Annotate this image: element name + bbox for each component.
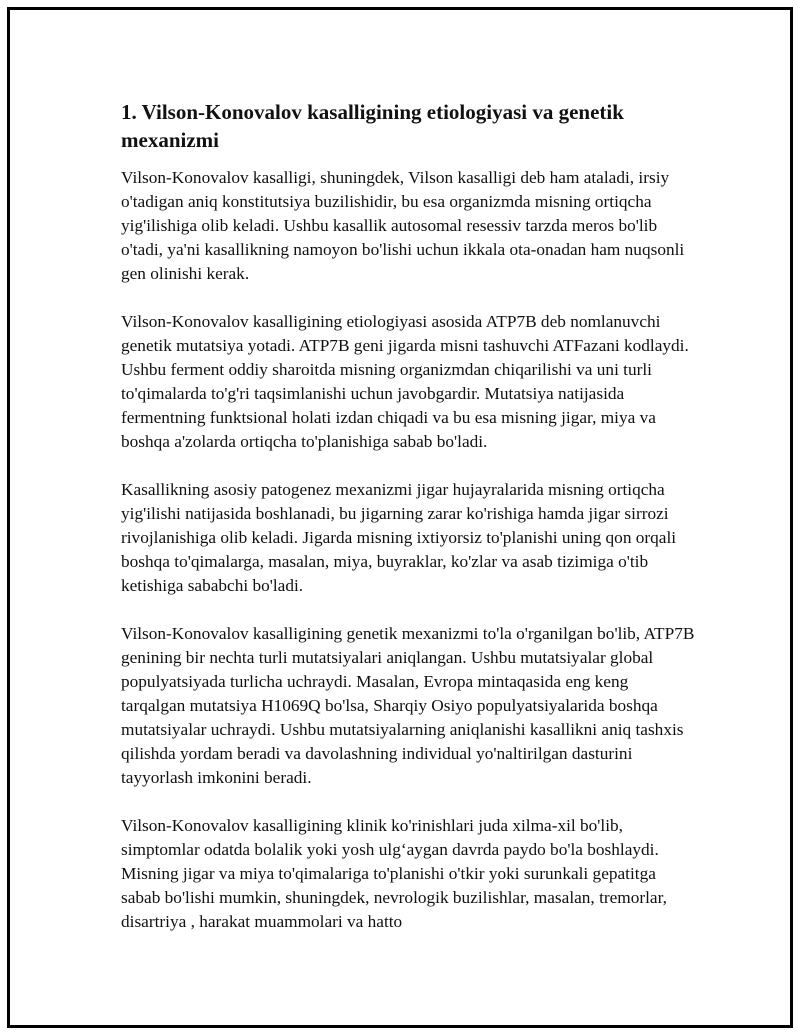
paragraph-pathogenesis: Kasallikning asosiy patogenez mexanizmi jigar hujayralarida misning ortiqcha yig'ilishi natijasida boshlanadi, bu jigarning zarar ko'rishiga hamda jigar sirrozi rivojlanishiga olib keladi. Jigarda misning ixtiyorsiz to'planishi uning qon orqali boshqa to'qimalarga, masalan, miya, buyraklar, ko'zlar va asab tizimiga o'tib ketishiga sababchi bo'ladi. — [121, 480, 677, 595]
paragraph-intro: Vilson-Konovalov kasalligi, shuningdek, Vilson kasalligi deb ham ataladi, irsiy o'tadigan aniq konstitutsiya buzilishidir, bu esa organizmda misning ortiqcha yig'ilishiga olib keladi. Ushbu kasallik autosomal resessiv tarzda meros bo'lib o'tadi, ya'ni kasallikning namoyon bo'lishi uchun ikkala ota-onadan ham nuqsonli gen olinishi kerak. — [121, 168, 685, 283]
page-frame — [7, 7, 793, 1028]
document-title: 1. Vilson-Konovalov kasalligining etiologiyasi va genetik mexanizmi — [121, 100, 624, 152]
paragraph-etiology: Vilson-Konovalov kasalligining etiologiyasi asosida ATP7B deb nomlanuvchi genetik mutatsiya yotadi. ATP7B geni jigarda misni tashuvchi ATFazani kodlaydi. Ushbu ferment oddiy sharoitda misning organizmdan chiqarilishi va uni turli to'qimalarda to'g'ri taqsimlanishi uchun javobgardir. Mutatsiya natijasida fermentning funktsional holati izdan chiqadi va bu esa misning jigar, miya va boshqa a'zolarda ortiqcha to'planishiga sabab bo'ladi. — [121, 312, 689, 451]
paragraph-clinical: Vilson-Konovalov kasalligining klinik ko'rinishlari juda xilma-xil bo'lib, simptomlar odatda bolalik yoki yosh ulg‘aygan davrda paydo bo'la boshlaydi. Misning jigar va miya to'qimalariga to'planishi o'tkir yoki surunkali gepatitga sabab bo'lishi mumkin, shuningdek, nevrologik buzilishlar, masalan, tremorlar, disartriya , harakat muammolari va hatto — [121, 816, 667, 931]
paragraph-genetics: Vilson-Konovalov kasalligining genetik mexanizmi to'la o'rganilgan bo'lib, ATP7B genining bir nechta turli mutatsiyalari aniqlangan. Ushbu mutatsiyalar global populyatsiyada turlicha uchraydi. Masalan, Evropa mintaqasida eng keng tarqalgan mutatsiya H1069Q bo'lsa, Sharqiy Osiyo populyatsiyalarida boshqa mutatsiyalar uchraydi. Ushbu mutatsiyalarning aniqlanishi kasallikni aniq tashxis qilishda yordam beradi va davolashning individual yo'naltirilgan dasturini tayyorlash imkonini beradi. — [121, 624, 695, 787]
document-body — [121, 98, 696, 958]
